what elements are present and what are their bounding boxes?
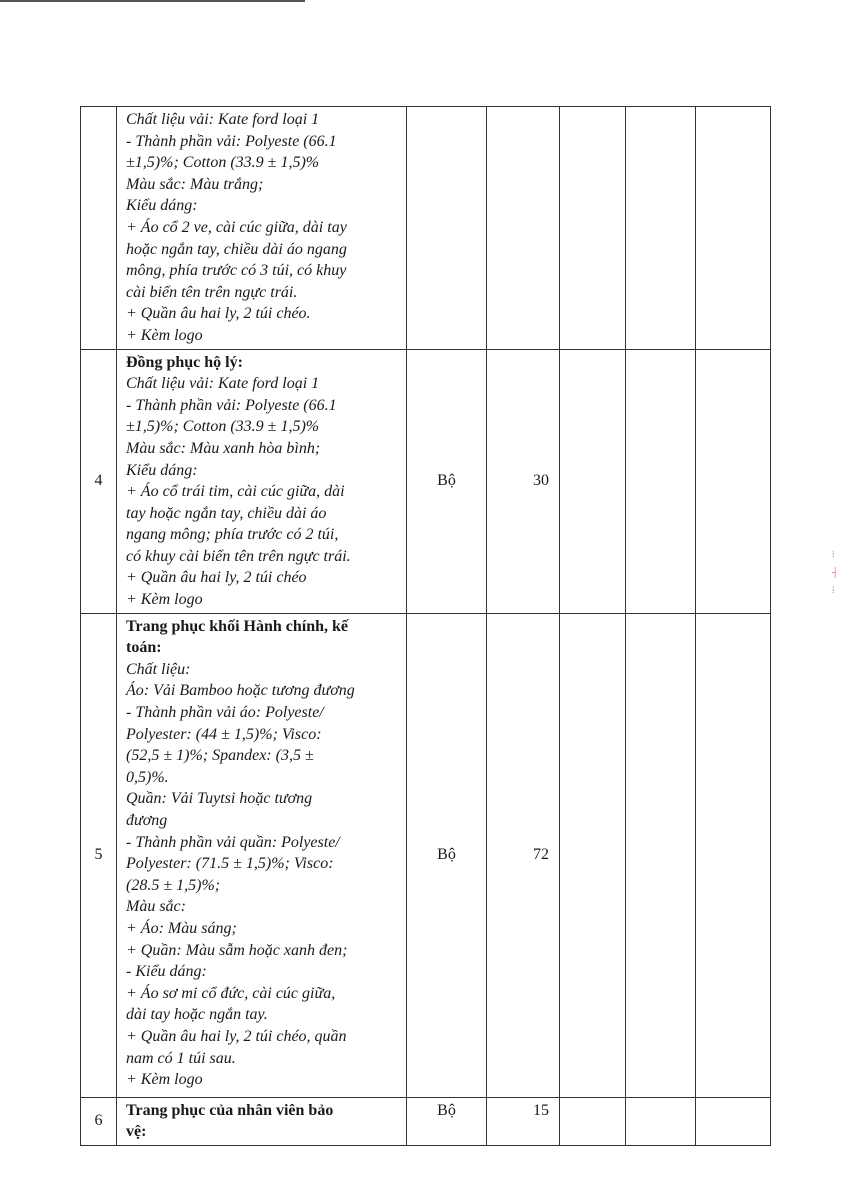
unit-cell: Bộ: [407, 613, 487, 1097]
description-line: + Áo sơ mi cổ đức, cài cúc giữa,: [126, 984, 336, 1002]
description-line: + Quần âu hai ly, 2 túi chéo.: [126, 305, 311, 323]
description-line: tay hoặc ngắn tay, chiều dài áo: [126, 504, 327, 522]
quantity-cell: [487, 107, 560, 350]
description-line: (28.5 ± 1,5)%;: [126, 876, 221, 894]
description-line: + Kèm logo: [126, 1071, 203, 1089]
empty-cell: [560, 613, 626, 1097]
description-line: Chất liệu:: [126, 660, 191, 678]
empty-cell: [696, 349, 771, 613]
empty-cell: [696, 613, 771, 1097]
description-line: hoặc ngắn tay, chiều dài áo ngang: [126, 240, 347, 258]
description-line: Áo: Vải Bamboo hoặc tương đương: [126, 682, 355, 700]
description-line: + Kèm logo: [126, 591, 203, 609]
description-line: Màu sắc:: [126, 898, 186, 916]
description-line: + Quần: Màu sẫm hoặc xanh đen;: [126, 941, 348, 959]
empty-cell: [560, 107, 626, 350]
description-line: ngang mông; phía trước có 2 túi,: [126, 526, 339, 544]
empty-cell: [626, 107, 696, 350]
description-line: + Áo cổ trái tim, cài cúc giữa, dài: [126, 483, 345, 501]
table-row: [81, 349, 771, 613]
description-line: - Thành phần vải: Polyeste (66.1: [126, 132, 337, 150]
item-description: [117, 613, 407, 1097]
description-line: + Kèm logo: [126, 326, 203, 344]
row-number: 4: [81, 349, 117, 613]
description-line: đương: [126, 812, 168, 829]
description-line: 0,5)%.: [126, 768, 169, 786]
top-border-line: [0, 0, 305, 2]
description-line: - Thành phần vải: Polyeste (66.1: [126, 396, 337, 414]
empty-cell: [626, 613, 696, 1097]
description-line: Màu sắc: Màu trắng;: [126, 175, 264, 193]
description-line: mông, phía trước có 3 túi, có khuy: [126, 262, 347, 280]
item-description: [117, 1097, 407, 1145]
description-line: nam có 1 túi sau.: [126, 1049, 236, 1067]
description-line: Kiểu dáng:: [126, 197, 198, 215]
description-line: Chất liệu vải: Kate ford loại 1: [126, 111, 320, 128]
description-line: ±1,5)%; Cotton (33.9 ± 1,5)%: [126, 418, 320, 436]
description-line: + Quần âu hai ly, 2 túi chéo, quần: [126, 1027, 347, 1045]
row-number: [81, 107, 117, 350]
item-title-line: Trang phục của nhân viên bảo: [126, 1101, 334, 1119]
description-line: có khuy cài biển tên trên ngực trái.: [126, 547, 351, 565]
quantity-cell: 72: [487, 613, 560, 1097]
table-row: [81, 1097, 771, 1145]
item-description: [117, 349, 407, 613]
margin-marks: ⁞ ┤ ⁞: [832, 549, 839, 595]
description-line: ±1,5)%; Cotton (33.9 ± 1,5)%: [126, 154, 320, 172]
description-line: dài tay hoặc ngắn tay.: [126, 1006, 268, 1024]
item-title-line: toán:: [126, 639, 162, 657]
item-title-line: Trang phục khối Hành chính, kế: [126, 617, 349, 635]
row-number: 5: [81, 613, 117, 1097]
item-title-line: vệ:: [126, 1123, 147, 1141]
quantity-cell: 30: [487, 349, 560, 613]
specification-table: [80, 106, 771, 1146]
description-line: cài biển tên trên ngực trái.: [126, 283, 298, 301]
description-line: Màu sắc: Màu xanh hòa bình;: [126, 439, 321, 457]
row-number: 6: [81, 1097, 117, 1145]
description-line: + Áo: Màu sáng;: [126, 919, 237, 937]
item-title-line: Đồng phục hộ lý:: [126, 353, 243, 371]
unit-cell: Bộ: [407, 349, 487, 613]
description-line: - Thành phần vải áo: Polyeste/: [126, 704, 324, 722]
description-line: - Kiểu dáng:: [126, 963, 207, 981]
description-line: + Áo cổ 2 ve, cài cúc giữa, dài tay: [126, 218, 347, 236]
empty-cell: [696, 1097, 771, 1145]
description-line: Polyester: (44 ± 1,5)%; Visco:: [126, 725, 322, 743]
description-line: - Thành phần vải quần: Polyeste/: [126, 833, 340, 851]
description-line: + Quần âu hai ly, 2 túi chéo: [126, 569, 307, 587]
description-line: Polyester: (71.5 ± 1,5)%; Visco:: [126, 855, 334, 873]
empty-cell: [560, 1097, 626, 1145]
unit-cell: Bộ: [407, 1097, 487, 1145]
quantity-cell: 15: [487, 1097, 560, 1145]
description-line: Chất liệu vải: Kate ford loại 1: [126, 375, 320, 393]
description-line: (52,5 ± 1)%; Spandex: (3,5 ±: [126, 747, 314, 765]
table-row: [81, 107, 771, 350]
empty-cell: [696, 107, 771, 350]
empty-cell: [626, 1097, 696, 1145]
description-line: Kiểu dáng:: [126, 461, 198, 479]
empty-cell: [560, 349, 626, 613]
description-line: Quần: Vải Tuytsi hoặc tương: [126, 790, 313, 808]
item-description: [117, 107, 407, 350]
table-row: [81, 613, 771, 1097]
unit-cell: [407, 107, 487, 350]
empty-cell: [626, 349, 696, 613]
